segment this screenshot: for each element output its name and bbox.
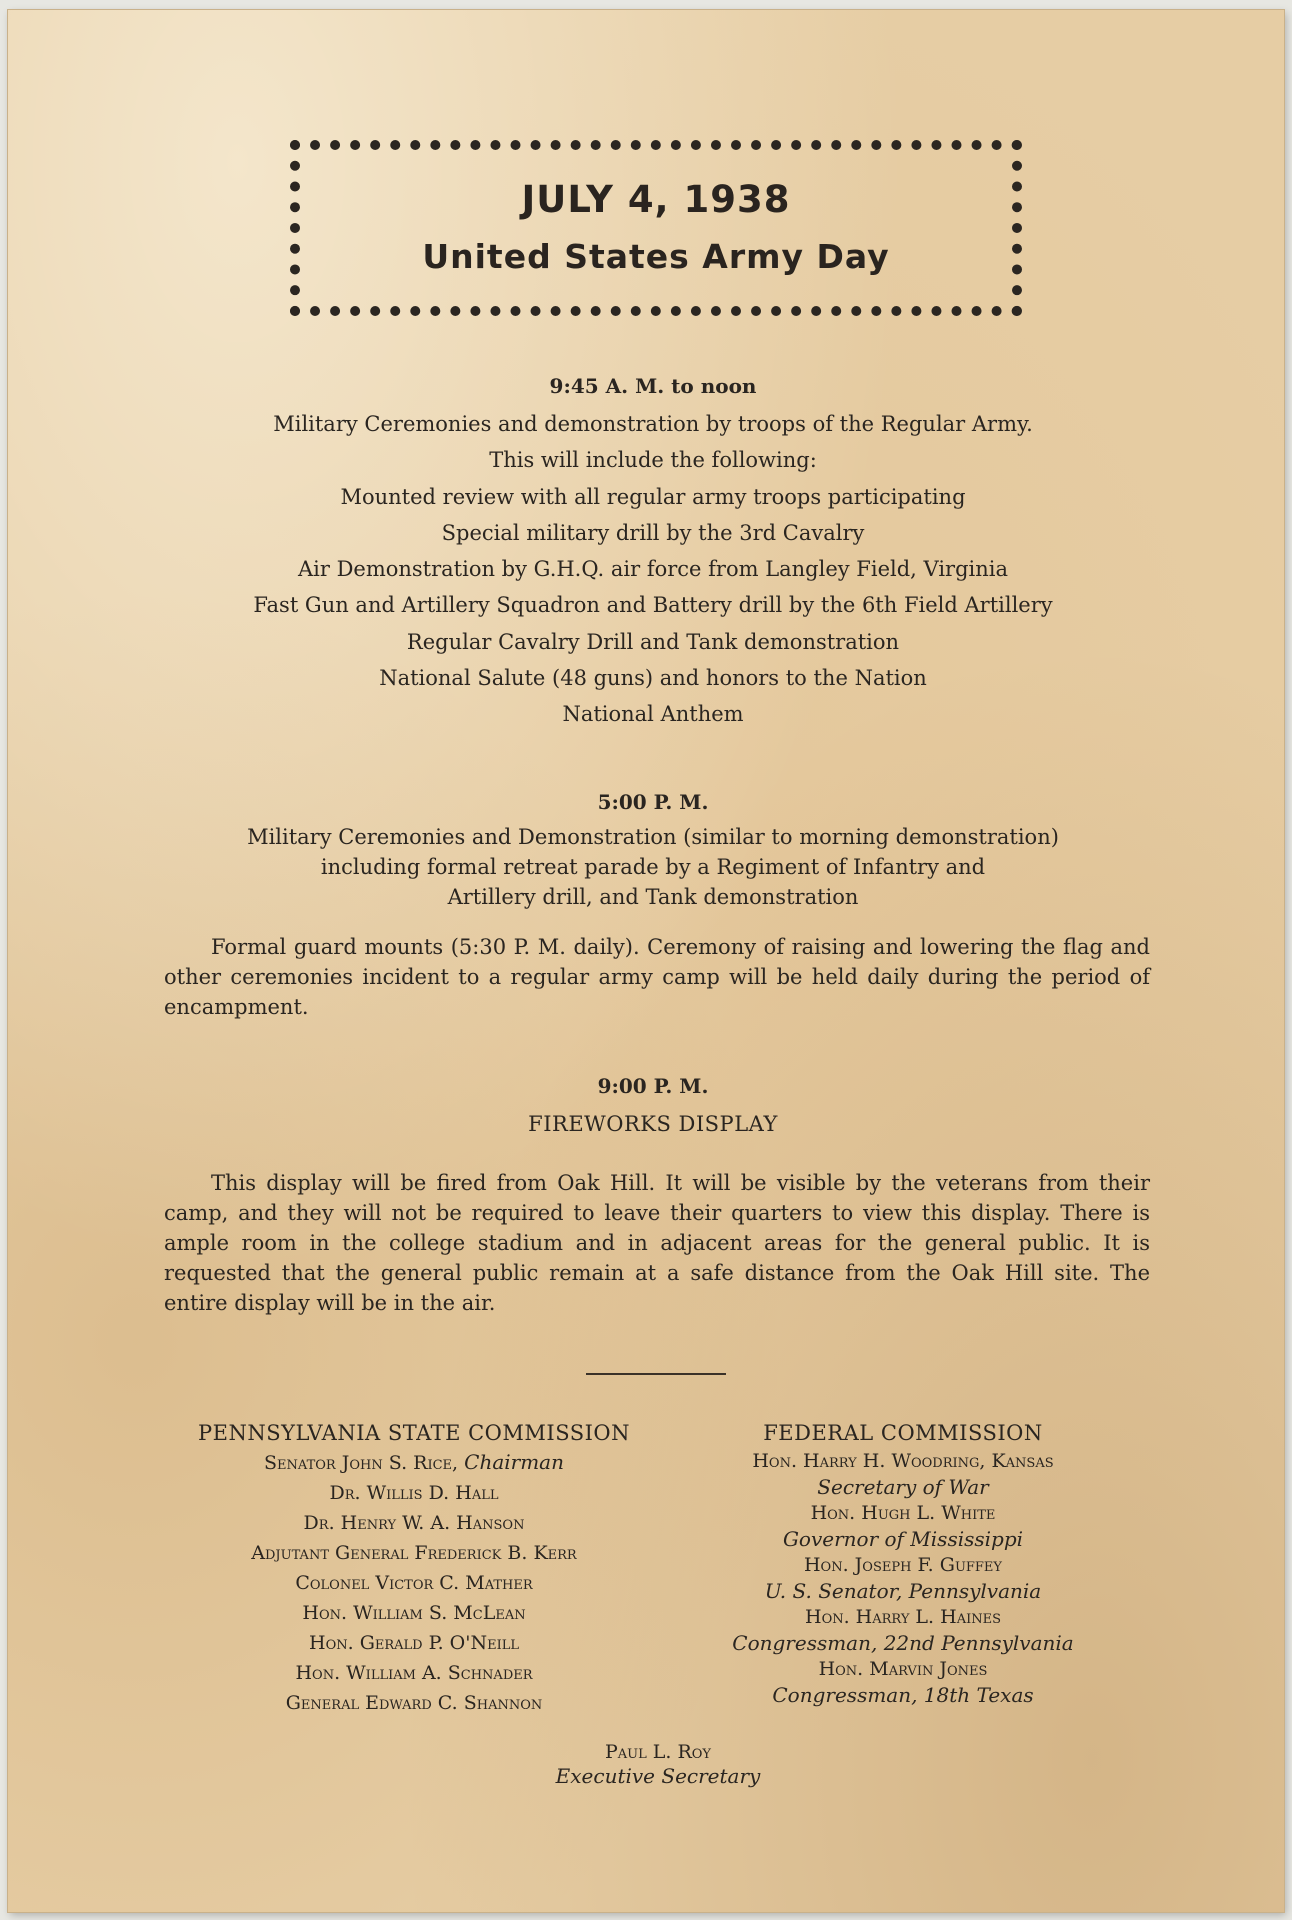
evening-line: Military Ceremonies and Demonstration (similar to morning demonstration) (247, 825, 1059, 849)
evening-time: 5:00 P. M. (597, 790, 709, 814)
title-frame (290, 140, 1022, 316)
federal-commission-title: FEDERAL COMMISSION (763, 1421, 1043, 1445)
program-title: United States Army Day (422, 237, 890, 276)
federal-member-name: Hon. Marvin Jones (818, 1658, 988, 1680)
morning-line: Regular Cavalry Drill and Tank demonstration (406, 629, 900, 654)
night-time: 9:00 P. M. (597, 1074, 709, 1098)
fireworks-title: FIREWORKS DISPLAY (528, 1112, 778, 1136)
federal-member-name: Hon. Joseph F. Guffey (803, 1554, 1003, 1576)
program-date: JULY 4, 1938 (521, 178, 791, 221)
secretary-name: Paul L. Roy (604, 1741, 712, 1763)
commission-member: Dr. Willis D. Hall (329, 1482, 499, 1504)
morning-line: Mounted review with all regular army troops participating (340, 484, 966, 509)
morning-line: National Salute (48 guns) and honors to the Nation (379, 666, 927, 691)
morning-line: Military Ceremonies and demonstration by troops of the Regular Army. (273, 412, 1033, 436)
fireworks-paragraph: This display will be fired from Oak Hill. It will be visible by the veterans from their camp, and they will not be required to leave their quarters to view this display. There is ample room in the college stadium and in adjacent areas for the general public. It is requested that the general public remain at a safe distance from the Oak Hill site. The entire display will be in the air. (164, 1171, 1150, 1315)
federal-member-name: Hon. Harry H. Woodring, Kansas (752, 1450, 1054, 1472)
federal-member-role: Congressman, 18th Texas (772, 1683, 1034, 1707)
evening-line: Artillery drill, and Tank demonstration (447, 885, 859, 909)
chairman-role: Chairman (464, 1450, 564, 1474)
federal-member-role: Secretary of War (817, 1475, 989, 1499)
federal-member-name: Hon. Harry L. Haines (805, 1606, 1001, 1628)
commission-member: Adjutant General Frederick B. Kerr (251, 1542, 577, 1564)
federal-commission (688, 1418, 1118, 1708)
morning-section (148, 374, 1158, 733)
evening-paragraph: Formal guard mounts (5:30 P. M. daily). Ceremony of raising and lowering the flag and other ceremonies incident to a regular army camp will be held daily during the period of encampment. (164, 935, 1150, 1019)
federal-member-role: Governor of Mississippi (782, 1527, 1024, 1551)
federal-member-role: Congressman, 22nd Pennsylvania (732, 1631, 1074, 1655)
commission-member: Hon. William A. Schnader (295, 1662, 533, 1684)
commission-member: Colonel Victor C. Mather (295, 1572, 533, 1594)
commission-member: Hon. Gerald P. O'Neill (309, 1632, 519, 1654)
commission-member: Dr. Henry W. A. Hanson (303, 1512, 525, 1534)
chairman-name: Senator John S. Rice, (264, 1452, 459, 1474)
divider-rule (586, 1373, 726, 1375)
state-commission-title: PENNSYLVANIA STATE COMMISSION (198, 1421, 630, 1445)
federal-member-name: Hon. Hugh L. White (810, 1502, 996, 1524)
morning-time: 9:45 A. M. to noon (549, 374, 757, 398)
night-section (148, 1074, 1158, 1136)
morning-line: Fast Gun and Artillery Squadron and Battery drill by the 6th Field Artillery (253, 593, 1053, 618)
morning-line: National Anthem (562, 702, 744, 727)
federal-member-role: U. S. Senator, Pennsylvania (764, 1579, 1042, 1603)
commission-member: General Edward C. Shannon (285, 1692, 543, 1714)
morning-line: This will include the following: (489, 448, 817, 473)
evening-line: including formal retreat parade by a Regiment of Infantry and (320, 855, 986, 879)
evening-section (148, 790, 1158, 912)
commission-member: Hon. William S. McLean (302, 1602, 526, 1624)
morning-line: Air Demonstration by G.H.Q. air force from Langley Field, Virginia (297, 557, 1009, 582)
state-commission (154, 1418, 674, 1718)
secretary-role: Executive Secretary (555, 1764, 761, 1788)
program-page (8, 10, 1284, 1912)
executive-secretary (508, 1740, 808, 1788)
morning-line: Special military drill by the 3rd Cavalry (441, 520, 865, 545)
